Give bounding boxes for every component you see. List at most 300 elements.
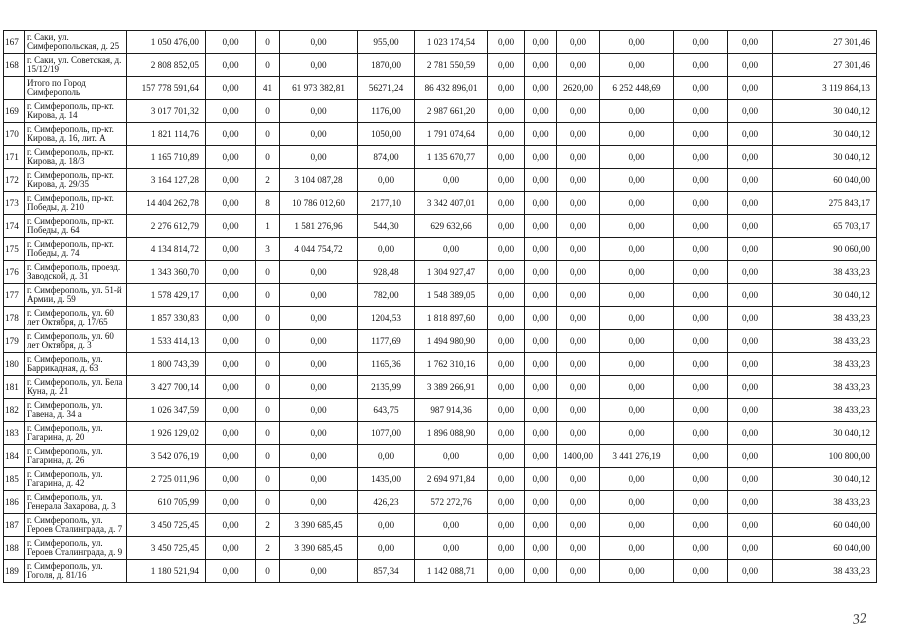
value-cell: 0,00 xyxy=(600,560,674,583)
value-cell: 0,00 xyxy=(557,284,600,307)
value-cell: 1204,53 xyxy=(358,307,415,330)
value-cell: 0,00 xyxy=(206,284,256,307)
value-cell: 0,00 xyxy=(600,353,674,376)
value-cell: 14 404 262,78 xyxy=(127,192,206,215)
address-cell: г. Симферополь, пр-кт. Победы, д. 210 xyxy=(25,192,127,215)
value-cell: 0,00 xyxy=(488,238,525,261)
value-cell: 0,00 xyxy=(415,445,488,468)
value-cell: 2 694 971,84 xyxy=(415,468,488,491)
address-cell: г. Симферополь, пр-кт. Кирова, д. 14 xyxy=(25,100,127,123)
value-cell: 0,00 xyxy=(674,330,728,353)
row-number-cell: 174 xyxy=(4,215,25,238)
value-cell: 1 548 389,05 xyxy=(415,284,488,307)
value-cell: 0 xyxy=(256,353,280,376)
value-cell: 3 441 276,19 xyxy=(600,445,674,468)
value-cell: 1870,00 xyxy=(358,54,415,77)
value-cell: 30 040,12 xyxy=(773,100,877,123)
value-cell: 572 272,76 xyxy=(415,491,488,514)
value-cell: 643,75 xyxy=(358,399,415,422)
row-number-cell: 186 xyxy=(4,491,25,514)
value-cell: 1 791 074,64 xyxy=(415,123,488,146)
value-cell: 426,23 xyxy=(358,491,415,514)
value-cell: 0,00 xyxy=(488,192,525,215)
value-cell: 0,00 xyxy=(674,353,728,376)
value-cell: 3 390 685,45 xyxy=(280,514,358,537)
value-cell: 0,00 xyxy=(206,514,256,537)
value-cell: 0,00 xyxy=(557,192,600,215)
value-cell: 1176,00 xyxy=(358,100,415,123)
value-cell: 0,00 xyxy=(525,284,557,307)
value-cell: 1 800 743,39 xyxy=(127,353,206,376)
value-cell: 0,00 xyxy=(600,215,674,238)
value-cell: 0,00 xyxy=(525,422,557,445)
value-cell: 0,00 xyxy=(280,468,358,491)
table-row xyxy=(4,376,877,399)
value-cell: 0,00 xyxy=(600,31,674,54)
value-cell: 0,00 xyxy=(206,307,256,330)
value-cell: 0,00 xyxy=(525,31,557,54)
value-cell: 1 xyxy=(256,215,280,238)
value-cell: 0,00 xyxy=(674,169,728,192)
row-number-cell: 183 xyxy=(4,422,25,445)
row-number-cell: 171 xyxy=(4,146,25,169)
value-cell: 0,00 xyxy=(525,261,557,284)
value-cell: 0,00 xyxy=(728,376,773,399)
value-cell: 0,00 xyxy=(525,238,557,261)
value-cell: 0,00 xyxy=(600,399,674,422)
value-cell: 4 044 754,72 xyxy=(280,238,358,261)
value-cell: 0,00 xyxy=(674,537,728,560)
address-cell: г. Симферополь, ул. Героев Сталинграда, д. 7 xyxy=(25,514,127,537)
value-cell: 874,00 xyxy=(358,146,415,169)
value-cell: 0,00 xyxy=(488,307,525,330)
value-cell: 0,00 xyxy=(674,399,728,422)
value-cell: 65 703,17 xyxy=(773,215,877,238)
value-cell: 38 433,23 xyxy=(773,399,877,422)
value-cell: 1077,00 xyxy=(358,422,415,445)
value-cell: 2 xyxy=(256,537,280,560)
value-cell: 1435,00 xyxy=(358,468,415,491)
value-cell: 0,00 xyxy=(600,422,674,445)
row-number-cell: 173 xyxy=(4,192,25,215)
value-cell: 0,00 xyxy=(206,376,256,399)
value-cell: 0,00 xyxy=(600,491,674,514)
value-cell: 0,00 xyxy=(674,445,728,468)
value-cell: 0 xyxy=(256,422,280,445)
value-cell: 0,00 xyxy=(600,307,674,330)
value-cell: 0,00 xyxy=(488,353,525,376)
value-cell: 0,00 xyxy=(488,284,525,307)
value-cell: 0,00 xyxy=(488,376,525,399)
value-cell: 1 050 476,00 xyxy=(127,31,206,54)
value-cell: 0,00 xyxy=(525,100,557,123)
table-body xyxy=(4,31,877,583)
value-cell: 0,00 xyxy=(280,445,358,468)
value-cell: 3 xyxy=(256,238,280,261)
value-cell: 3 450 725,45 xyxy=(127,514,206,537)
value-cell: 0,00 xyxy=(525,169,557,192)
value-cell: 0,00 xyxy=(358,238,415,261)
value-cell: 27 301,46 xyxy=(773,31,877,54)
row-number-cell: 188 xyxy=(4,537,25,560)
value-cell: 0,00 xyxy=(557,468,600,491)
value-cell: 0,00 xyxy=(488,77,525,100)
value-cell: 0,00 xyxy=(280,422,358,445)
value-cell: 0,00 xyxy=(674,54,728,77)
value-cell: 2620,00 xyxy=(557,77,600,100)
value-cell: 0,00 xyxy=(525,123,557,146)
value-cell: 0,00 xyxy=(674,422,728,445)
row-number-cell: 182 xyxy=(4,399,25,422)
row-number-cell: 172 xyxy=(4,169,25,192)
value-cell: 0,00 xyxy=(728,169,773,192)
value-cell: 2 xyxy=(256,169,280,192)
value-cell: 0,00 xyxy=(728,54,773,77)
value-cell: 1 135 670,77 xyxy=(415,146,488,169)
value-cell: 0 xyxy=(256,330,280,353)
value-cell: 0,00 xyxy=(488,123,525,146)
value-cell: 0,00 xyxy=(206,491,256,514)
value-cell: 0,00 xyxy=(206,537,256,560)
value-cell: 3 104 087,28 xyxy=(280,169,358,192)
value-cell: 0,00 xyxy=(280,307,358,330)
value-cell: 0,00 xyxy=(206,31,256,54)
value-cell: 0,00 xyxy=(557,54,600,77)
table-row xyxy=(4,169,877,192)
row-number-cell: 178 xyxy=(4,307,25,330)
value-cell: 0,00 xyxy=(488,169,525,192)
value-cell: 0,00 xyxy=(557,307,600,330)
value-cell: 3 342 407,01 xyxy=(415,192,488,215)
value-cell: 0 xyxy=(256,31,280,54)
value-cell: 0,00 xyxy=(728,353,773,376)
value-cell: 0,00 xyxy=(728,238,773,261)
value-cell: 0,00 xyxy=(728,330,773,353)
value-cell: 4 134 814,72 xyxy=(127,238,206,261)
value-cell: 0 xyxy=(256,146,280,169)
value-cell: 3 017 701,32 xyxy=(127,100,206,123)
value-cell: 0,00 xyxy=(674,100,728,123)
value-cell: 0,00 xyxy=(728,560,773,583)
row-number-cell: 187 xyxy=(4,514,25,537)
value-cell: 0,00 xyxy=(206,445,256,468)
value-cell: 0,00 xyxy=(280,31,358,54)
value-cell: 1 026 347,59 xyxy=(127,399,206,422)
value-cell: 0 xyxy=(256,307,280,330)
row-number-cell: 167 xyxy=(4,31,25,54)
value-cell: 0,00 xyxy=(674,560,728,583)
value-cell: 0,00 xyxy=(674,261,728,284)
value-cell: 86 432 896,01 xyxy=(415,77,488,100)
value-cell: 0,00 xyxy=(488,422,525,445)
value-cell: 0,00 xyxy=(557,330,600,353)
value-cell: 0,00 xyxy=(728,261,773,284)
value-cell: 0,00 xyxy=(674,31,728,54)
value-cell: 0,00 xyxy=(728,307,773,330)
row-number-cell: 180 xyxy=(4,353,25,376)
address-cell: г. Саки, ул. Советская, д. 15/12/19 xyxy=(25,54,127,77)
value-cell: 0,00 xyxy=(557,261,600,284)
value-cell: 30 040,12 xyxy=(773,146,877,169)
table-row xyxy=(4,560,877,583)
value-cell: 30 040,12 xyxy=(773,123,877,146)
value-cell: 8 xyxy=(256,192,280,215)
value-cell: 0,00 xyxy=(557,537,600,560)
value-cell: 0,00 xyxy=(206,330,256,353)
value-cell: 955,00 xyxy=(358,31,415,54)
row-number-cell: 176 xyxy=(4,261,25,284)
value-cell: 0,00 xyxy=(415,169,488,192)
value-cell: 0,00 xyxy=(600,284,674,307)
value-cell: 0,00 xyxy=(206,146,256,169)
value-cell: 0,00 xyxy=(728,491,773,514)
value-cell: 60 040,00 xyxy=(773,537,877,560)
value-cell: 0,00 xyxy=(280,54,358,77)
value-cell: 0 xyxy=(256,376,280,399)
address-cell: г. Симферополь, ул. 51-й Армии, д. 59 xyxy=(25,284,127,307)
row-number-cell: 177 xyxy=(4,284,25,307)
value-cell: 0,00 xyxy=(600,376,674,399)
table-row xyxy=(4,445,877,468)
value-cell: 60 040,00 xyxy=(773,514,877,537)
value-cell: 0,00 xyxy=(557,514,600,537)
value-cell: 0,00 xyxy=(557,560,600,583)
value-cell: 0,00 xyxy=(728,445,773,468)
value-cell: 0,00 xyxy=(525,468,557,491)
value-cell: 100 800,00 xyxy=(773,445,877,468)
value-cell: 0,00 xyxy=(488,146,525,169)
value-cell: 928,48 xyxy=(358,261,415,284)
value-cell: 0,00 xyxy=(557,100,600,123)
value-cell: 0,00 xyxy=(206,54,256,77)
value-cell: 3 450 725,45 xyxy=(127,537,206,560)
value-cell: 157 778 591,64 xyxy=(127,77,206,100)
value-cell: 2 725 011,96 xyxy=(127,468,206,491)
value-cell: 0,00 xyxy=(557,31,600,54)
value-cell: 0,00 xyxy=(728,514,773,537)
value-cell: 2 781 550,59 xyxy=(415,54,488,77)
table-row xyxy=(4,54,877,77)
value-cell: 1 926 129,02 xyxy=(127,422,206,445)
value-cell: 0,00 xyxy=(280,284,358,307)
value-cell: 857,34 xyxy=(358,560,415,583)
address-cell: г. Симферополь, ул. Героев Сталинграда, д. 9 xyxy=(25,537,127,560)
table-row xyxy=(4,123,877,146)
value-cell: 0,00 xyxy=(280,353,358,376)
value-cell: 0,00 xyxy=(557,215,600,238)
table-row xyxy=(4,215,877,238)
address-cell: г. Симферополь, пр-кт. Кирова, д. 16, лит. А xyxy=(25,123,127,146)
value-cell: 0,00 xyxy=(674,215,728,238)
value-cell: 1 578 429,17 xyxy=(127,284,206,307)
value-cell: 1 533 414,13 xyxy=(127,330,206,353)
address-cell: г. Саки, ул. Симферопольская, д. 25 xyxy=(25,31,127,54)
table-row xyxy=(4,514,877,537)
value-cell: 0 xyxy=(256,284,280,307)
value-cell: 0,00 xyxy=(728,192,773,215)
value-cell: 1 180 521,94 xyxy=(127,560,206,583)
value-cell: 2 987 661,20 xyxy=(415,100,488,123)
value-cell: 0,00 xyxy=(525,399,557,422)
value-cell: 0,00 xyxy=(358,514,415,537)
value-cell: 0,00 xyxy=(358,169,415,192)
address-cell: г. Симферополь, ул. Гагарина, д. 42 xyxy=(25,468,127,491)
value-cell: 0,00 xyxy=(728,468,773,491)
value-cell: 3 119 864,13 xyxy=(773,77,877,100)
value-cell: 0,00 xyxy=(525,537,557,560)
value-cell: 56271,24 xyxy=(358,77,415,100)
value-cell: 0,00 xyxy=(600,514,674,537)
value-cell: 0,00 xyxy=(600,169,674,192)
value-cell: 1 896 088,90 xyxy=(415,422,488,445)
value-cell: 0,00 xyxy=(488,445,525,468)
capital-repair-table xyxy=(3,30,877,583)
value-cell: 0 xyxy=(256,399,280,422)
value-cell: 0,00 xyxy=(674,192,728,215)
value-cell: 2135,99 xyxy=(358,376,415,399)
table-row xyxy=(4,422,877,445)
table-row xyxy=(4,468,877,491)
value-cell: 2 276 612,79 xyxy=(127,215,206,238)
value-cell: 38 433,23 xyxy=(773,491,877,514)
value-cell: 38 433,23 xyxy=(773,330,877,353)
row-number-cell xyxy=(4,77,25,100)
value-cell: 38 433,23 xyxy=(773,353,877,376)
value-cell: 1 581 276,96 xyxy=(280,215,358,238)
address-cell: г. Симферополь, ул. Гавена, д. 34 а xyxy=(25,399,127,422)
value-cell: 0,00 xyxy=(488,491,525,514)
value-cell: 0,00 xyxy=(525,330,557,353)
value-cell: 544,30 xyxy=(358,215,415,238)
value-cell: 0,00 xyxy=(600,468,674,491)
value-cell: 0 xyxy=(256,54,280,77)
value-cell: 0,00 xyxy=(415,537,488,560)
value-cell: 0 xyxy=(256,261,280,284)
value-cell: 0 xyxy=(256,445,280,468)
value-cell: 2 808 852,05 xyxy=(127,54,206,77)
value-cell: 1 494 980,90 xyxy=(415,330,488,353)
value-cell: 0,00 xyxy=(728,77,773,100)
row-number-cell: 181 xyxy=(4,376,25,399)
value-cell: 0,00 xyxy=(206,77,256,100)
value-cell: 0,00 xyxy=(674,468,728,491)
value-cell: 0,00 xyxy=(674,491,728,514)
value-cell: 0,00 xyxy=(728,537,773,560)
value-cell: 0,00 xyxy=(674,376,728,399)
value-cell: 1 304 927,47 xyxy=(415,261,488,284)
value-cell: 0,00 xyxy=(525,192,557,215)
value-cell: 10 786 012,60 xyxy=(280,192,358,215)
value-cell: 30 040,12 xyxy=(773,422,877,445)
address-cell: г. Симферополь, ул. 60 лет Октября, д. 17/65 xyxy=(25,307,127,330)
row-number-cell: 169 xyxy=(4,100,25,123)
address-cell: Итого по Город Симферополь xyxy=(25,77,127,100)
value-cell: 30 040,12 xyxy=(773,284,877,307)
row-number-cell: 175 xyxy=(4,238,25,261)
address-cell: г. Симферополь, ул. Баррикадная, д. 63 xyxy=(25,353,127,376)
value-cell: 6 252 448,69 xyxy=(600,77,674,100)
value-cell: 60 040,00 xyxy=(773,169,877,192)
value-cell: 90 060,00 xyxy=(773,238,877,261)
value-cell: 0,00 xyxy=(728,422,773,445)
value-cell: 610 705,99 xyxy=(127,491,206,514)
value-cell: 0,00 xyxy=(206,215,256,238)
value-cell: 0,00 xyxy=(728,284,773,307)
value-cell: 1 762 310,16 xyxy=(415,353,488,376)
value-cell: 38 433,23 xyxy=(773,261,877,284)
value-cell: 0,00 xyxy=(525,215,557,238)
value-cell: 0,00 xyxy=(280,123,358,146)
value-cell: 1 023 174,54 xyxy=(415,31,488,54)
value-cell: 0,00 xyxy=(280,146,358,169)
value-cell: 0,00 xyxy=(525,514,557,537)
value-cell: 0,00 xyxy=(206,123,256,146)
row-number-cell: 168 xyxy=(4,54,25,77)
value-cell: 30 040,12 xyxy=(773,468,877,491)
value-cell: 0,00 xyxy=(280,376,358,399)
value-cell: 1 857 330,83 xyxy=(127,307,206,330)
value-cell: 0,00 xyxy=(600,192,674,215)
value-cell: 0,00 xyxy=(525,77,557,100)
value-cell: 3 542 076,19 xyxy=(127,445,206,468)
value-cell: 1165,36 xyxy=(358,353,415,376)
table-row xyxy=(4,284,877,307)
value-cell: 0,00 xyxy=(206,238,256,261)
value-cell: 0,00 xyxy=(206,100,256,123)
value-cell: 38 433,23 xyxy=(773,307,877,330)
value-cell: 0 xyxy=(256,491,280,514)
subtotal-row xyxy=(4,77,877,100)
value-cell: 0,00 xyxy=(206,169,256,192)
value-cell: 3 164 127,28 xyxy=(127,169,206,192)
value-cell: 0,00 xyxy=(280,261,358,284)
value-cell: 987 914,36 xyxy=(415,399,488,422)
value-cell: 0,00 xyxy=(728,146,773,169)
value-cell: 0,00 xyxy=(600,330,674,353)
value-cell: 61 973 382,81 xyxy=(280,77,358,100)
value-cell: 0,00 xyxy=(674,307,728,330)
row-number-cell: 189 xyxy=(4,560,25,583)
value-cell: 0,00 xyxy=(674,514,728,537)
value-cell: 0,00 xyxy=(280,399,358,422)
value-cell: 0 xyxy=(256,560,280,583)
table-row xyxy=(4,238,877,261)
value-cell: 1 142 088,71 xyxy=(415,560,488,583)
value-cell: 0,00 xyxy=(728,100,773,123)
value-cell: 0,00 xyxy=(358,537,415,560)
address-cell: г. Симферополь, ул. Гоголя, д. 81/16 xyxy=(25,560,127,583)
table-row xyxy=(4,192,877,215)
address-cell: г. Симферополь, пр-кт. Кирова, д. 18/3 xyxy=(25,146,127,169)
table-row xyxy=(4,31,877,54)
value-cell: 0,00 xyxy=(557,376,600,399)
value-cell: 1400,00 xyxy=(557,445,600,468)
address-cell: г. Симферополь, ул. Гагарина, д. 20 xyxy=(25,422,127,445)
value-cell: 0,00 xyxy=(525,146,557,169)
table-row xyxy=(4,537,877,560)
value-cell: 0,00 xyxy=(488,514,525,537)
value-cell: 0,00 xyxy=(600,537,674,560)
value-cell: 27 301,46 xyxy=(773,54,877,77)
address-cell: г. Симферополь, ул. Генерала Захарова, д. 3 xyxy=(25,491,127,514)
address-cell: г. Симферополь, пр-кт. Победы, д. 74 xyxy=(25,238,127,261)
value-cell: 0,00 xyxy=(600,100,674,123)
address-cell: г. Симферополь, ул. 60 лет Октября, д. 3 xyxy=(25,330,127,353)
value-cell: 0,00 xyxy=(600,261,674,284)
value-cell: 0,00 xyxy=(600,54,674,77)
value-cell: 0,00 xyxy=(206,560,256,583)
value-cell: 41 xyxy=(256,77,280,100)
